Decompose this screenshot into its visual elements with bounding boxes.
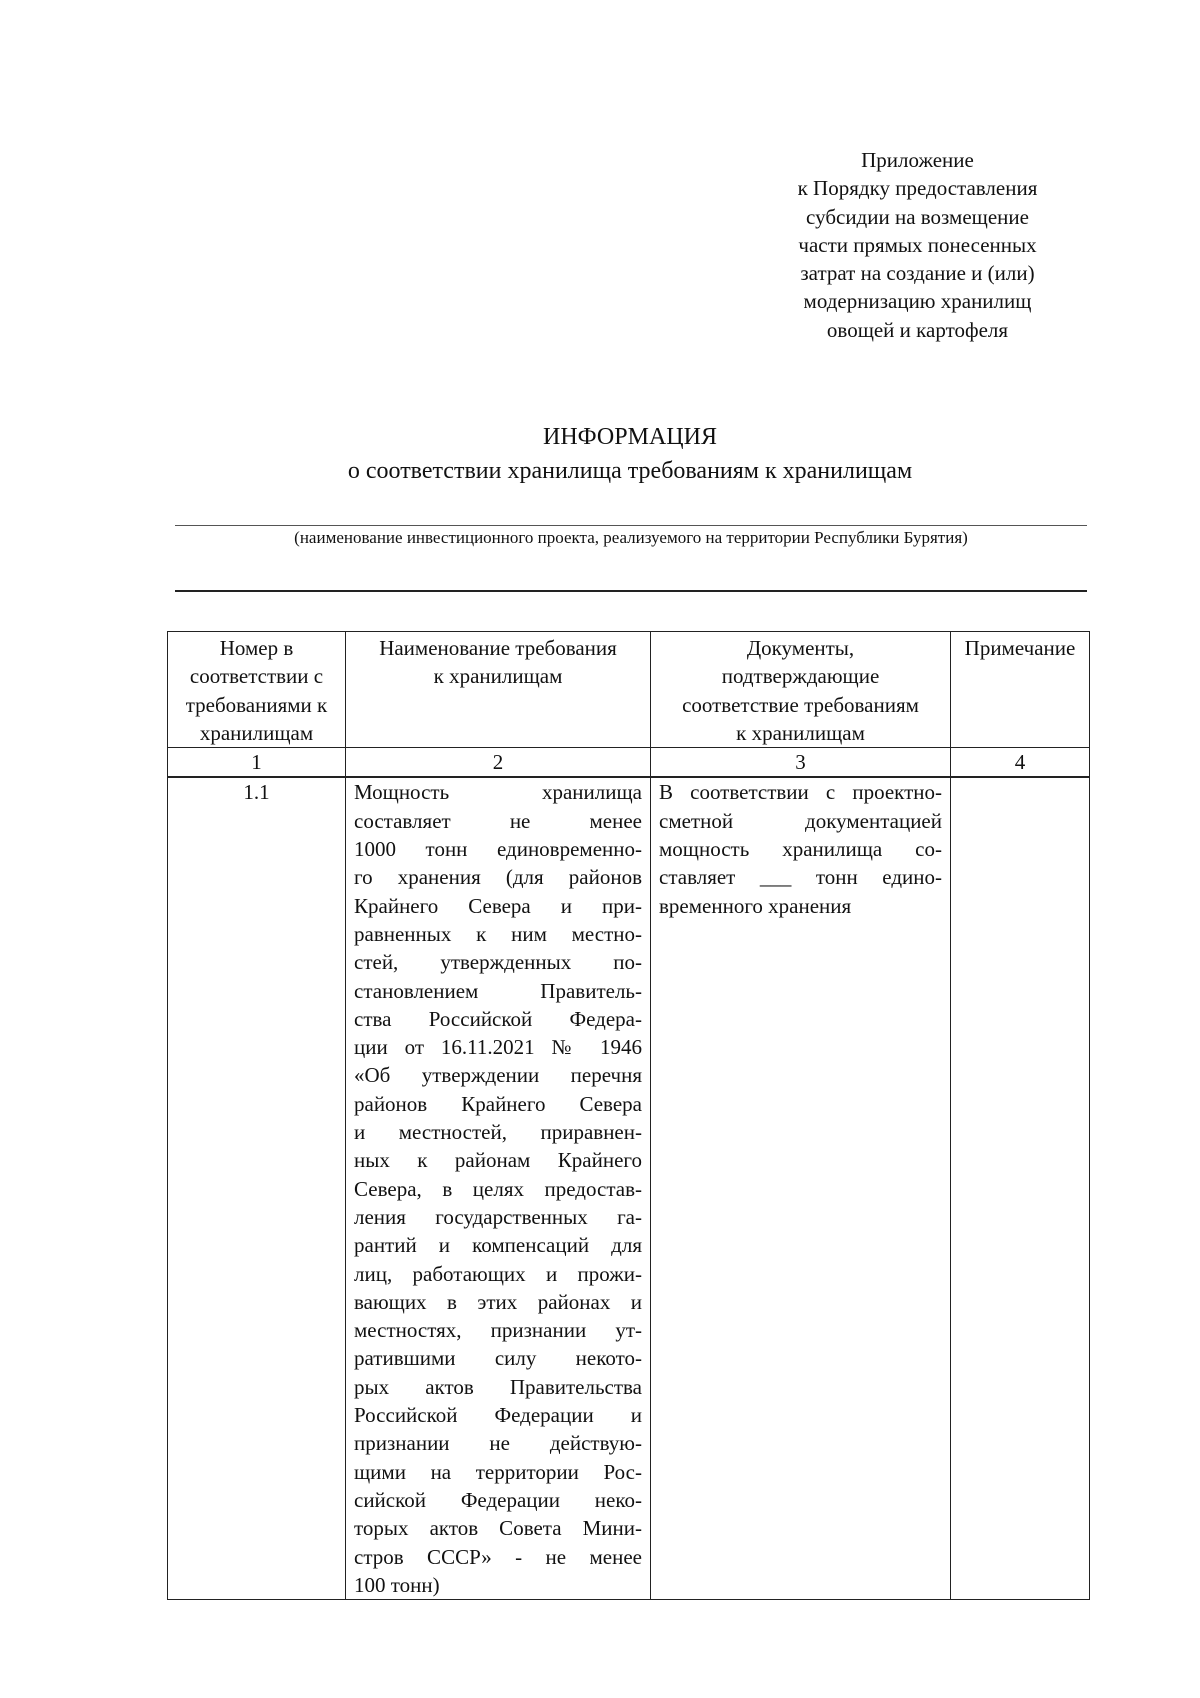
column-number-row — [168, 748, 1090, 778]
header-line: Номер в — [219, 636, 294, 660]
text-line: ции от 16.11.2021 № 1946 — [354, 1035, 642, 1060]
appendix-header — [740, 146, 1095, 344]
text-line: местностях, признании ут- — [354, 1318, 642, 1343]
text-line: признании не действую- — [354, 1431, 642, 1456]
text-line: торых актов Совета Мини- — [354, 1516, 642, 1541]
header-line: к хранилищам — [433, 664, 563, 689]
appendix-line: Приложение — [861, 148, 974, 172]
appendix-line: затрат на создание и (или) — [800, 261, 1035, 286]
header-cell-requirement — [346, 632, 651, 748]
header-line: Документы, — [746, 636, 855, 660]
column-number: 3 — [651, 748, 951, 778]
column-number: 4 — [951, 748, 1090, 778]
header-line: к хранилищам — [736, 720, 865, 745]
header-line: требованиями к — [185, 692, 328, 717]
document-subtitle: о соответствии хранилища требованиям к хранилищам — [347, 458, 913, 484]
text-line: Российской Федерации и — [354, 1403, 642, 1428]
header-line: хранилищам — [199, 720, 314, 745]
appendix-line: овощей и картофеля — [826, 317, 1009, 342]
text-line: 100 тонн) — [354, 1572, 440, 1597]
text-line: равненных к ним местно- — [354, 921, 642, 946]
header-line: подтверждающие — [721, 664, 880, 689]
text-line: 1000 тонн единовременно- — [354, 837, 642, 862]
text-line: Крайнего Севера и при- — [354, 893, 642, 918]
header-line: Наименование требования — [379, 636, 617, 660]
text-line: ления государственных га- — [354, 1204, 642, 1229]
header-cell-number — [168, 632, 346, 748]
text-line: районов Крайнего Севера — [354, 1091, 642, 1116]
column-number: 2 — [346, 748, 651, 778]
table-row — [168, 777, 1090, 1599]
appendix-line: к Порядку предоставления — [797, 176, 1038, 201]
text-line: рых актов Правительства — [354, 1374, 642, 1399]
appendix-line: части прямых понесенных — [798, 232, 1037, 257]
document-title: ИНФОРМАЦИЯ — [543, 424, 717, 450]
text-line: щими на территории Рос- — [354, 1459, 642, 1484]
text-line: сметной документацией — [659, 808, 942, 833]
text-line: ратившими силу некото- — [354, 1346, 642, 1371]
text-line: Севера, в целях предостав- — [354, 1176, 642, 1201]
text-line: стей, утвержденных по- — [354, 950, 642, 975]
appendix-line: субсидии на возмещение — [806, 204, 1029, 229]
text-line: составляет не менее — [354, 808, 642, 833]
text-line: рантий и компенсаций для — [354, 1233, 642, 1258]
requirements-table — [167, 631, 1090, 1600]
text-line: «Об утверждении перечня — [354, 1063, 642, 1088]
documents-text — [651, 777, 951, 1599]
text-line: ных к районам Крайнего — [354, 1148, 642, 1173]
text-line: стров СССР» - не менее — [354, 1544, 642, 1569]
appendix-line: модернизацию хранилищ — [803, 289, 1032, 314]
text-line: вающих в этих районах и — [354, 1289, 642, 1314]
text-line: сийской Федерации неко- — [354, 1487, 642, 1512]
text-line: и местностей, приравнен- — [354, 1120, 642, 1145]
header-cell-note — [951, 632, 1090, 748]
text-line: ства Российской Федера- — [354, 1006, 642, 1031]
header-line: соответствие требованиям — [682, 692, 919, 717]
text-line: становлением Правитель- — [354, 978, 642, 1003]
header-line: соответствии с — [189, 664, 324, 689]
blank-fill-line — [175, 590, 1087, 592]
project-name-line — [175, 525, 1087, 526]
text-line: временного хранения — [659, 893, 852, 918]
text-line: Мощность хранилища — [354, 780, 642, 805]
text-line: го хранения (для районов — [354, 865, 642, 890]
text-line: лиц, работающих и прожи- — [354, 1261, 642, 1286]
requirement-text — [346, 777, 651, 1599]
header-line: Примечание — [964, 636, 1076, 660]
text-line: ставляет ___ тонн едино- — [659, 865, 942, 890]
row-number: 1.1 — [168, 777, 346, 1599]
column-number: 1 — [168, 748, 346, 778]
table-header-row — [168, 632, 1090, 748]
text-line: В соответствии с проектно- — [659, 780, 942, 805]
project-name-caption: (наименование инвестиционного проекта, реализуемого на территории Республики Бурятия) — [294, 528, 968, 547]
note-cell — [951, 777, 1090, 1599]
header-cell-documents — [651, 632, 951, 748]
text-line: мощность хранилища со- — [659, 837, 942, 862]
